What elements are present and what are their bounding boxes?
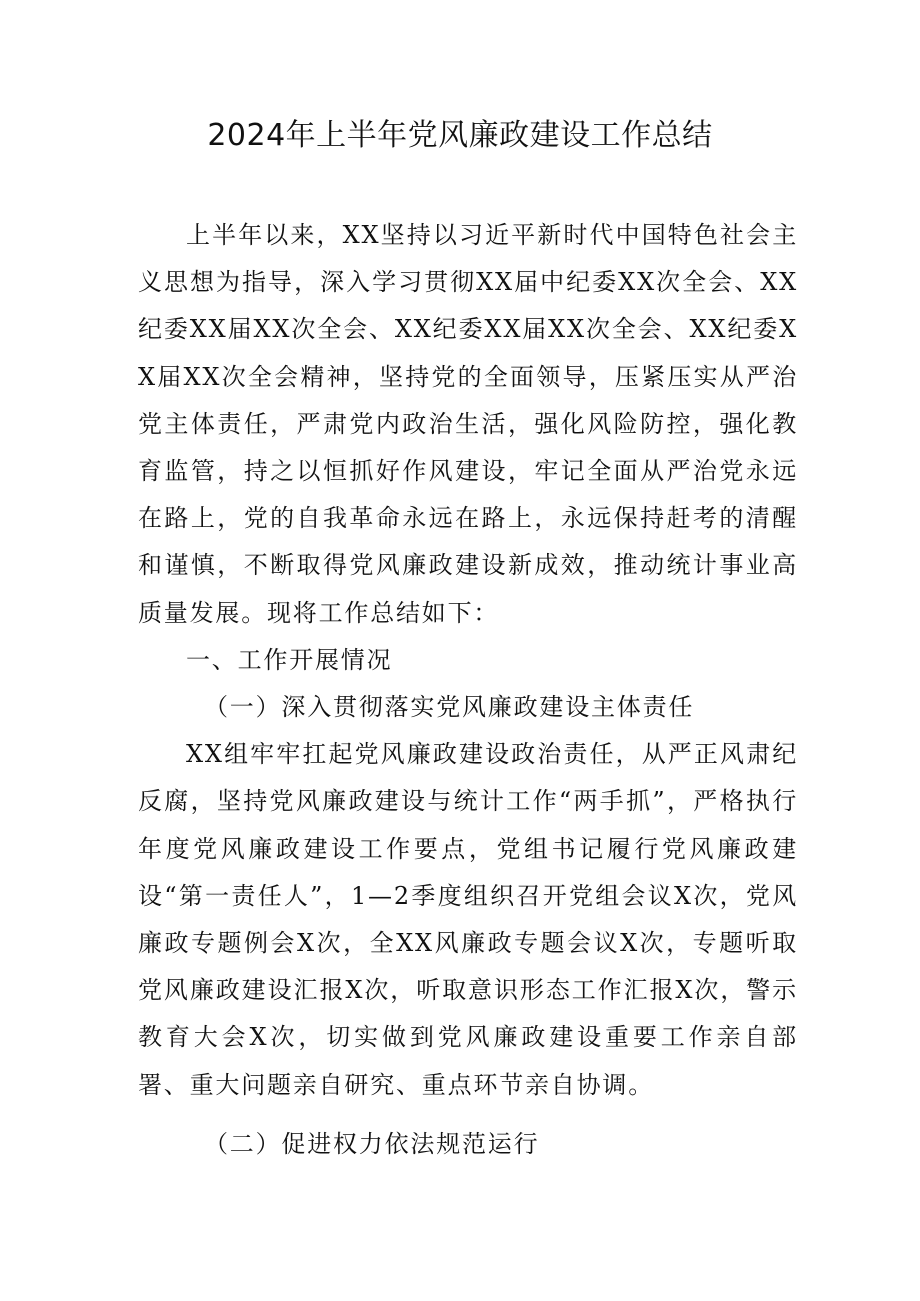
intro-paragraph: 上半年以来，XX坚持以习近平新时代中国特色社会主义思想为指导，深入学习贯彻XX届中纪委XX次全会、XX纪委XX届XX次全会、XX纪委XX届XX次全会、XX纪委XX届XX次全会精神，坚持党的全面领导，压紧压实从严治党主体责任，严肃党内政治生活，强化风险防控，强化教育监管，持之以恒抓好作风建设，牢记全面从严治党永远在路上，党的自我革命永远在路上，永远保持赶考的清醒和谨慎，不断取得党风廉政建设新成效，推动统计事业高质量发展。现将工作总结如下：: [138, 221, 798, 627]
document-title: 2024年上半年党风廉政建设工作总结: [207, 118, 713, 153]
subsection-heading-power-regulation: （二）促进权力依法规范运行: [204, 1129, 540, 1158]
section-heading-work-progress: 一、工作开展情况: [186, 645, 393, 674]
subsection-heading-main-responsibility: （一）深入贯彻落实党风廉政建设主体责任: [204, 693, 695, 722]
subsection-paragraph-main-responsibility: XX组牢牢扛起党风廉政建设政治责任，从严正风肃纪反腐，坚持党风廉政建设与统计工作“两手抓”，严格执行年度党风廉政建设工作要点，党组书记履行党风廉政建设“第一责任人”，1—2季度组织召开党组会议X次，党风廉政专题例会X次，全XX风廉政专题会议X次，专题听取党风廉政建设汇报X次，听取意识形态工作汇报X次，警示教育大会X次，切实做到党风廉政建设重要工作亲自部署、重大问题亲自研究、重点环节亲自协调。: [138, 740, 798, 1099]
document-body: [138, 212, 798, 1168]
